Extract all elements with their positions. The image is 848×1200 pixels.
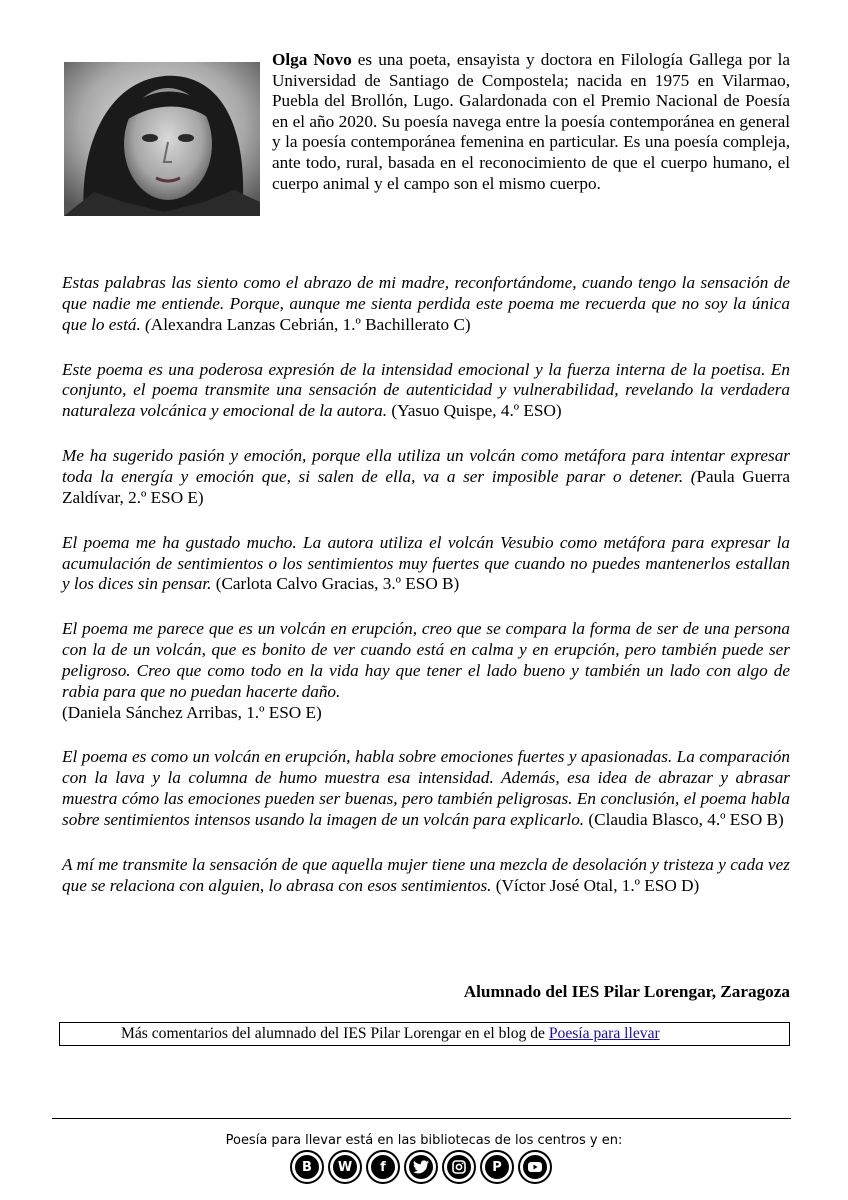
student-comments	[62, 273, 790, 921]
wordpress-icon[interactable]: W	[328, 1150, 362, 1184]
comment-author: (Víctor José Otal, 1.º ESO D)	[491, 875, 700, 895]
comment	[62, 855, 790, 897]
author-portrait	[64, 62, 260, 216]
more-comments-text	[121, 1023, 660, 1045]
twitter-icon[interactable]	[404, 1150, 438, 1184]
comment-author: (Claudia Blasco, 4.º ESO B)	[584, 809, 784, 829]
author-bio	[62, 50, 790, 220]
blogger-icon[interactable]: B	[290, 1150, 324, 1184]
comment-author: Alexandra Lanzas Cebrián, 1.º Bachillerato C)	[150, 314, 471, 334]
comment-author: (Yasuo Quispe, 4.º ESO)	[387, 401, 562, 421]
footer-divider	[52, 1118, 791, 1119]
comment-quote: El poema es como un volcán en erupción, habla sobre emociones fuertes y apasionadas. La comparación con la lava y la columna de humo muestra esa intensidad. Además, esa idea de abrazar y abrasar muestra cómo las emociones pueden ser buenas, pero también peligrosas. En conclusión, el poema habla sobre sentimientos intensos usando la imagen de un volcán para explicarlo.	[62, 747, 790, 829]
signature: Alumnado del IES Pilar Lorengar, Zaragoza	[463, 982, 790, 1001]
comment	[62, 360, 790, 422]
author-bio-text: es una poeta, ensayista y doctora en Filología Gallega por la Universidad de Santiago de Compostela; nacida en 1975 en Vilarmao, Puebla del Brollón, Lugo. Galardonada con el Premio Nacional de Poesía en el año 2020. Su poesía navega entre la poesía contemporánea en general y la poesía contemporánea femenina en particular. Es una poesía compleja, ante todo, rural, basada en el reconocimiento de que el cuerpo humano, el cuerpo animal y el campo son el mismo cuerpo.	[272, 50, 790, 193]
facebook-icon[interactable]: f	[366, 1150, 400, 1184]
comment-quote: Me ha sugerido pasión y emoción, porque ella utiliza un volcán como metáfora para intentar expresar toda la energía y emoción que, si salen de ella, va a ser imposible parar o detener. (	[62, 446, 790, 486]
comment	[62, 619, 790, 723]
pinterest-icon[interactable]: P	[480, 1150, 514, 1184]
comment-quote: Este poema es una poderosa expresión de la intensidad emocional y la fuerza interna de la poetisa. En conjunto, el poema transmite una sensación de autenticidad y vulnerabilidad, revelando la verdadera naturaleza volcánica y emocional de la autora.	[62, 359, 790, 421]
comment-quote: Estas palabras las siento como el abrazo de mi madre, reconfortándome, cuando tengo la sensación de que nadie me entiende. Porque, aunque me sienta perdida este poema me recuerda que no soy la única que lo está. (	[62, 273, 790, 334]
more-comments-label: Más comentarios del alumnado del IES Pilar Lorengar en el blog de	[121, 1025, 549, 1042]
footer-text: Poesía para llevar está en las bibliotecas de los centros y en:	[225, 1133, 623, 1148]
comment-author: Paula Guerra Zaldívar, 2.º ESO E)	[62, 466, 790, 507]
comment	[62, 446, 790, 508]
comment	[62, 533, 790, 595]
comment	[62, 273, 790, 335]
social-icons	[290, 1150, 552, 1190]
author-name: Olga Novo	[272, 50, 352, 69]
youtube-icon[interactable]	[518, 1150, 552, 1184]
blog-link[interactable]: Poesía para llevar	[548, 1025, 660, 1042]
comment-author: (Carlota Calvo Gracias, 3.º ESO B)	[211, 574, 460, 594]
comment	[62, 747, 790, 830]
instagram-icon[interactable]	[442, 1150, 476, 1184]
comment-quote: El poema me parece que es un volcán en erupción, creo que se compara la forma de ser de una persona con la de un volcán, que es bonito de ver cuando está en calma y en erupción, pero también puede ser peligroso. Creo que como todo en la vida hay que tener el lado bueno y también un lado con algo de rabia para que no puedan hacerte daño.	[62, 619, 790, 701]
comment-quote: El poema me ha gustado mucho. La autora utiliza el volcán Vesubio como metáfora para expresar la acumulación de sentimientos o los sentimientos muy fuertes que cuando no puedes mantenerlos estallan y los dices sin pensar.	[62, 532, 790, 594]
comment-author: (Daniela Sánchez Arribas, 1.º ESO E)	[62, 702, 322, 722]
more-comments-box	[59, 1022, 790, 1046]
comment-quote: A mí me transmite la sensación de que aquella mujer tiene una mezcla de desolación y tristeza y cada vez que se relaciona con alguien, lo abrasa con esos sentimientos.	[62, 854, 790, 895]
